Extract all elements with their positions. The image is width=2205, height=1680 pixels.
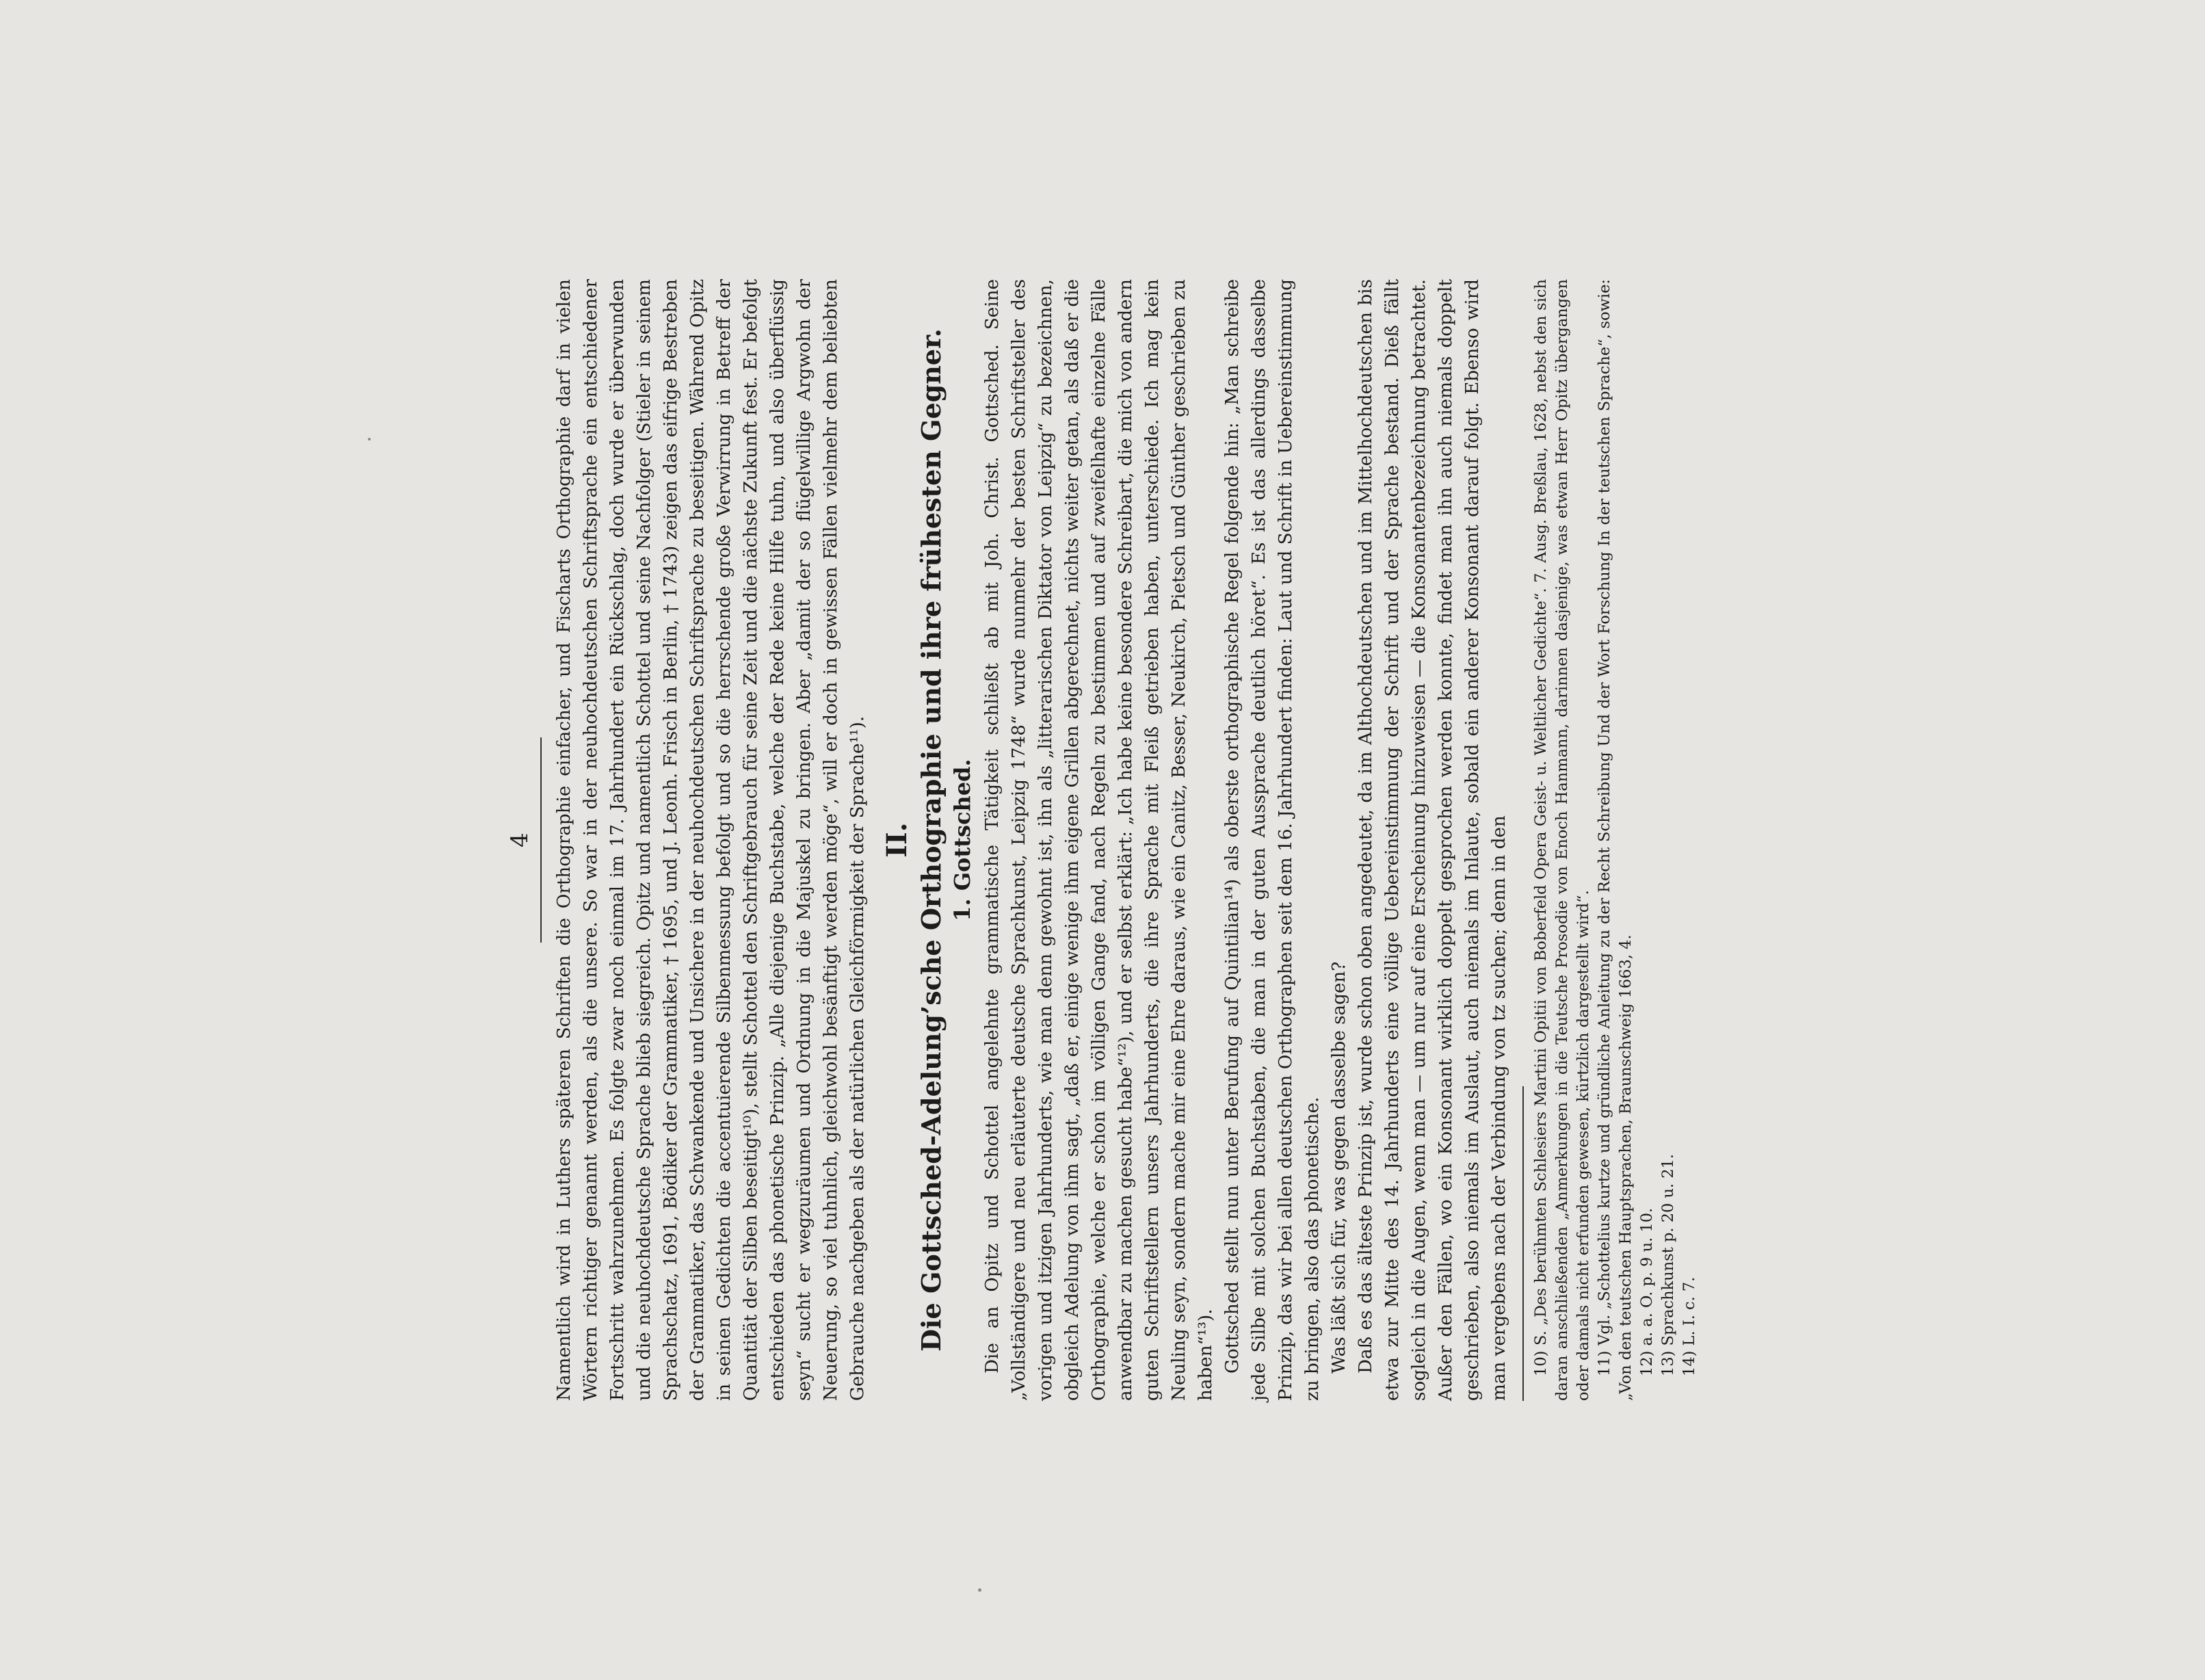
paper-speck: [368, 438, 371, 441]
footnotes: [1531, 279, 1700, 1401]
page-header: [506, 279, 542, 1401]
footnote: 13) Sprachkunst p. 20 u. 21.: [1659, 1153, 1677, 1376]
footnote: 14) L. I. c. 7.: [1680, 1276, 1698, 1376]
rotated-page: [473, 183, 1732, 1497]
footnote: 12) a. a. O. p. 9 u. 10.: [1638, 1207, 1656, 1376]
paragraph: Gottsched stellt nun unter Berufung auf Quintilian¹⁴) als oberste orthographische Regel folgende hin: „Man schreibe jede Silbe mit solchen Buchstaben, die man in der guten Aussprache deutlich höret“. Es ist das allerdings dasselbe Prinzip, das wir bei allen deutschen Orthographen seit dem 16. Jahrhundert finden: Laut und Schrift in Uebereinstimmung zu bringen, also das phonetische.: [1222, 279, 1323, 1401]
page-number: 4: [506, 832, 533, 848]
header-rule: [540, 737, 542, 943]
footnote: 11) Vgl. „Schottelius kurtze und gründliche Anleitung zu der Recht Schreibung Und der Wort Forschung In der teutschen Sprache“, sowie: „Von den teutschen Hauptsprachen, Braunschweig 1663, 4.: [1596, 279, 1635, 1401]
paragraph: Daß es das älteste Prinzip ist, wurde schon oben angedeutet, da im Althochdeutschen und im Mittelhochdeutschen bis etwa zur Mitte des 14. Jahrhunderts eine völlige Uebereinstimmung der Schrift und der Sprache bestand. Dieß fällt sogleich in die Augen, wenn man — um nur auf eine Erscheinung hinzuweisen — die Konsonantenbezeichnung betrachtet. Außer den Fällen, wo ein Konsonant wirklich doppelt gesprochen werden konnte, findet man ihn auch niemals doppelt geschrieben, also niemals im Auslaut, auch niemals im Inlaute, sobald ein anderer Konsonant darauf folgt. Ebenso wird man vergebens nach der Verbindung von tz suchen; denn in den: [1356, 279, 1509, 1401]
subsection-title: 1. Gottsched.: [949, 759, 975, 921]
body-text-section: [979, 279, 1513, 1401]
paper-speck: [978, 1588, 981, 1592]
paragraph: Namentlich wird in Luthers späteren Schriften die Orthographie einfacher, und Fischarts Orthographie darf in vielen Wörtern richtiger genannt werden, als die unsere. So war in der neuhochdeutschen Schriftsprache ein entschiedener Fortschritt wahrzunehmen. Es folgte zwar noch einmal im 17. Jahrhundert ein Rückschlag, doch wurde er überwunden und die neuhochdeutsche Sprache blieb siegreich. Opitz und namentlich Schottel und seine Nachfolger (Stieler in seinem Sprachschatz, 1691, Bödiker der Grammatiker, † 1695, und J. Leonh. Frisch in Berlin, † 1743) zeigen das eifrige Bestreben der Grammatiker, das Schwankende und Unsichere in der neuhochdeutschen Schriftsprache zu beseitigen. Während Opitz in seinen Gedichten die accentuierende Silbenmessung befolgt und so die herrschende große Verwirrung in Betreff der Quantität der Silben beseitigt¹⁰), stellt Schottel den Schriftgebrauch für seine Zeit und die nächste Zukunft fest. Er befolgt entschieden das phonetische Prinzip. „Alle diejenige Buchstabe, welche der Rede keine Hilfe tuhn, und also überflüssig seyn“ sucht er wegzuräumen und Ordnung in die Majuskel zu bringen. Aber „damit der so flügelwillige Argwohn der Neuerung, so viel tuhnlich, gleichwohl besänftigt werden möge“, will er doch in gewissen Fällen vielmehr dem beliebten Gebrauche nachgeben als der natürlichen Gleichförmigkeit der Sprache¹¹).: [554, 279, 868, 1401]
section-number: II.: [881, 822, 913, 858]
paragraph: Was läßt sich für, was gegen dasselbe sagen?: [1329, 961, 1349, 1374]
section-title: Die Gottsched-Adelung’sche Orthographie und ihre frühesten Gegner.: [916, 328, 947, 1352]
body-text-top: [551, 279, 871, 1401]
paragraph: Die an Opitz und Schottel angelehnte grammatische Tätigkeit schließt ab mit Joh. Christ. Gottsched. Seine „Vollständigere und neu erläuterte deutsche Sprachkunst, Leipzig 1748“ wurde nunmehr der besten Schriftsteller des vorigen und itzigen Jahrhunderts, wie man denn gewohnt ist, ihn als „litterarischen Diktator von Leipzig“ zu bezeichnen, obgleich Adelung von ihm sagt, „daß er, einige wenige ihm eigene Grillen abgerechnet, nichts weiter getan, als daß er die Orthographie, welche er schon im völligen Gange fand, nach Regeln zu bestimmen und auf zweifelhafte einzelne Fälle anwendbar zu machen gesucht habe“¹²), und er selbst erklärt: „Ich habe keine besondere Schreibart, die mich von andern guten Schriftstellern unsers Jahrhunderts, die ihre Sprache mit Fleiß getrieben haben, unterschiede. Ich mag kein Neuling seyn, sondern mache mir eine Ehre daraus, wie ein Canitz, Besser, Neukirch, Pietsch und Günther geschrieben zu haben“¹³).: [982, 279, 1216, 1401]
footnote-separator: [1522, 1086, 1524, 1401]
footnote: 10) S. „Des berühmten Schlesiers Martini Opitii von Boberfeld Opera Geist- u. Weltlicher Gedichte“. 7. Ausg. Breßlau, 1628, nebst den sich daran anschließenden „Anmerkungen in die Teutsche Prosodie von Enoch Hanmann, darinnen dasjenige, was etwan Herr Opitz übergangen oder damals nicht erfunden gewesen, kürtzlich dargestellt wird“.: [1532, 279, 1592, 1401]
